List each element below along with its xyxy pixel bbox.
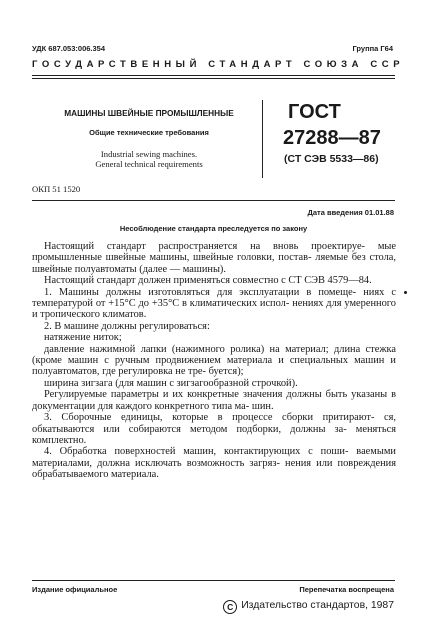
legal-notice: Несоблюдение стандарта преследуется по закону [119,224,308,233]
paragraph-applicability [32,275,396,286]
paragraph-foot-pressure [32,344,396,378]
okp-code: ОКП 51 1520 [32,184,81,194]
margin-mark [404,291,407,294]
text-line: давление нажимной лапки (нажимного ролика) на материал; [44,343,329,355]
standard-subtitle: Общие технические требования [89,128,209,137]
text-line: быть указаны в документации для каждого конкретного типа ма- [32,389,396,412]
text-line: буется); [208,366,244,378]
text-line: 1. Машины должны изготовляться для эксплуатации в помеще- [44,286,357,298]
official-edition-label: Издание официальное [32,585,118,594]
paragraph-clause-2: 2. В машине должны регулироваться: [44,320,210,332]
text-line: 3. Сборочные единицы, которые в процессе сборки притирают- [44,412,375,424]
text-line: ваемыми материалами, должна исключать возможность загряз- [32,446,396,469]
title-block-rule [32,200,395,201]
group-code: Группа Г64 [352,44,393,53]
english-title-line: General technical requirements [95,159,203,169]
text-line: Настоящий стандарт должен применяться совместно с СТ СЭВ [44,275,325,287]
standard-title: МАШИНЫ ШВЕЙНЫЕ ПРОМЫШЛЕННЫЕ [64,108,234,118]
header-rule-top [32,75,395,76]
text-line: ниях с температурой от +15°С до +35°С в климатических испол- [32,286,396,310]
copyright-line [223,600,394,614]
copyright-icon: C [223,600,237,614]
gost-number: 27288—87 [283,127,381,149]
english-title [60,149,238,169]
text-line: меняться комплектно. [32,423,396,446]
paragraph-scope [32,241,396,275]
udk-code: УДК 687.053:006.354 [32,44,106,53]
text-line: ляемые без стола, швейные полуавтоматы (далее — машины). [32,252,396,275]
paragraph-thread-tension: натяжение ниток; [44,332,122,344]
text-line: нения или повреждения обрабатываемого материала. [32,457,397,481]
text-line: длина стежка (кроме машин с ручным продвижением материала [32,343,397,367]
publisher: Издательство стандартов, 1987 [241,600,394,611]
text-line: Регулируемые параметры и их конкретные значения должны [44,389,322,401]
text-line: нениях для умеренного и тропического климатов. [32,298,396,321]
title-divider [262,100,263,178]
footer-rule [32,580,395,581]
standard-body [32,241,396,481]
state-standard-banner: ГОСУДАРСТВЕННЫЙ СТАНДАРТ СОЮЗА ССР [32,59,405,70]
english-title-line: Industrial sewing machines. [100,149,198,159]
text-line: и специальных машин и полуавтоматов, где регулировка не тре- [32,355,396,378]
gost-label: ГОСТ [288,101,341,123]
text-line: 4. Обработка поверхностей машин, контактирующих с поши- [44,446,349,458]
paragraph-clause-3 [32,412,396,446]
paragraph-clause-4 [32,446,396,480]
text-line: мые промышленные швейные машины, швейные головки, постав- [32,241,396,264]
text-line: шин. [251,400,274,412]
paragraph-parameters [32,389,396,412]
text-line: 4579—84. [327,275,372,287]
text-line: Настоящий стандарт распространяется на вновь проектируе- [44,241,366,252]
cmea-standard-ref: (СТ СЭВ 5533—86) [284,153,379,165]
reprint-prohibited-label: Перепечатка воспрещена [299,585,394,594]
effective-date: Дата введения 01.01.88 [307,208,394,217]
paragraph-clause-1 [32,287,396,321]
paragraph-zigzag-width: ширина зигзага (для машин с зигзагообразной строчкой). [44,377,298,389]
header-rule-bottom [32,78,395,79]
text-line: ся, обкатываются или собираются методом подборки, должны за- [32,412,396,435]
